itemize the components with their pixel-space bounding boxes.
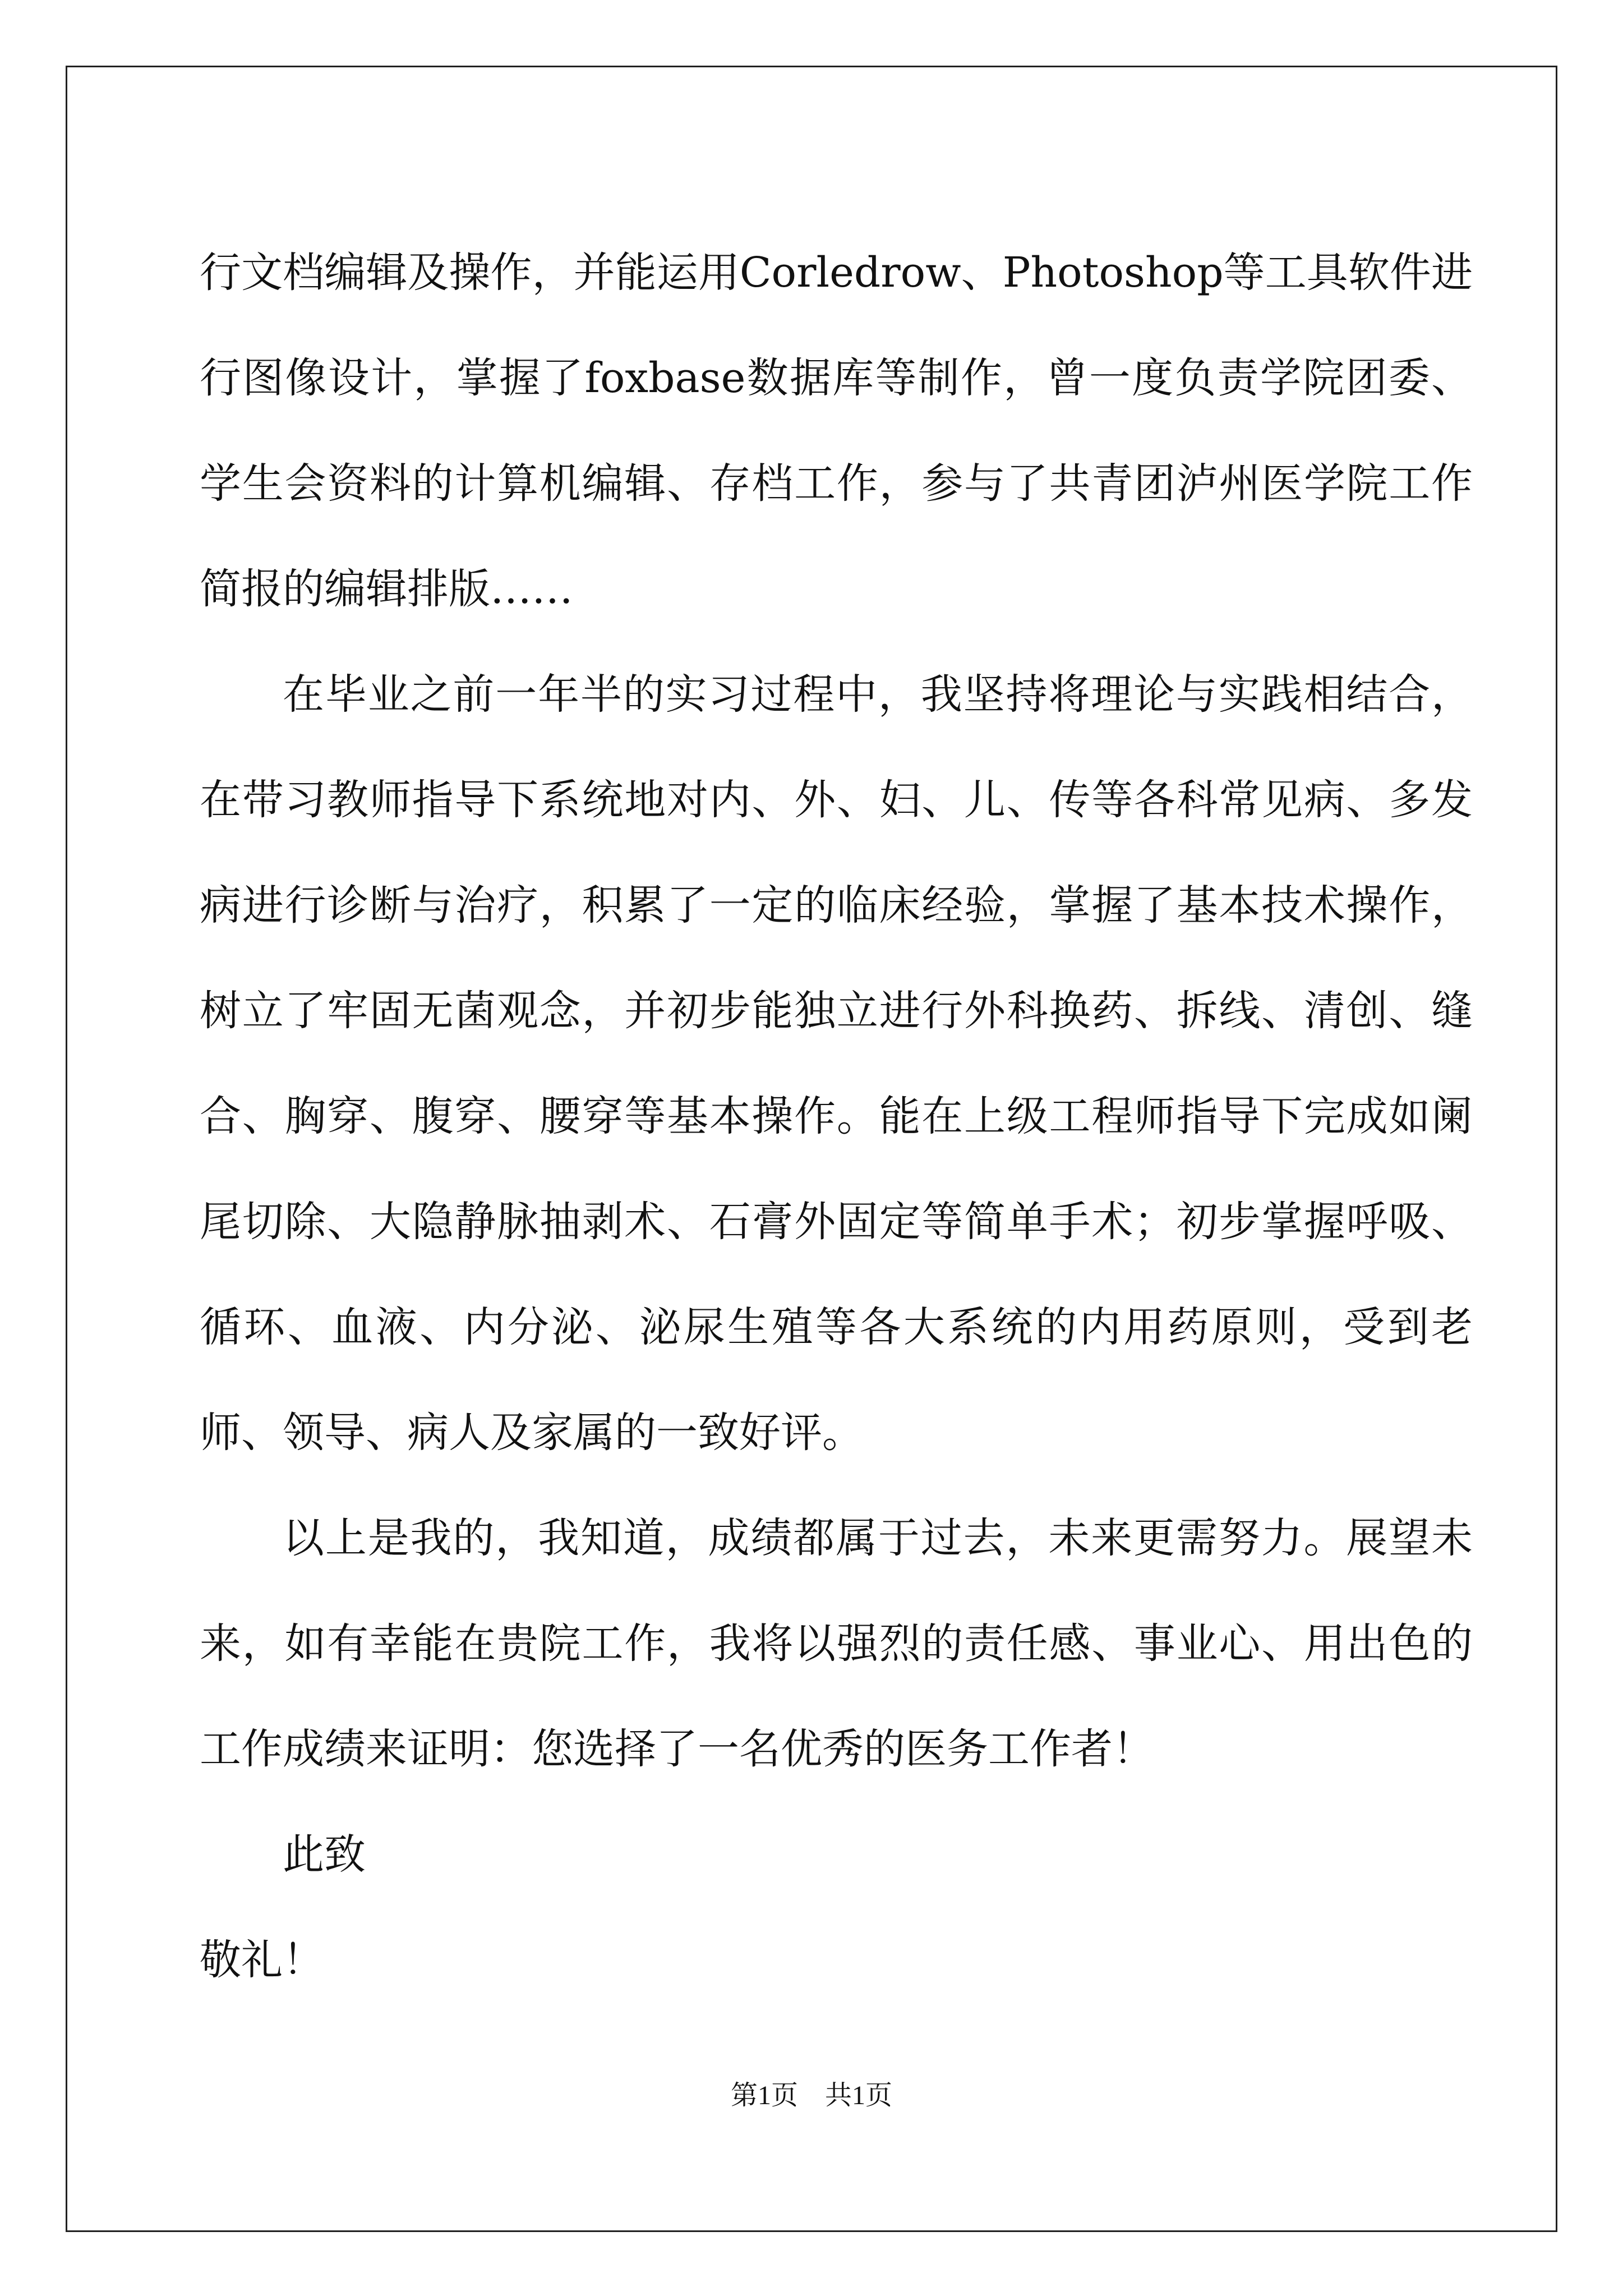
paragraph-conclusion: 以上是我的，我知道，成绩都属于过去，未来更需努力。展望未来，如有幸能在贵院工作，我将以强烈的责任感、事业心、用出色的工作成绩来证明：您选择了一名优秀的医务工作者！ bbox=[200, 1514, 1473, 1773]
page-number-footer: 第1页 共1页 bbox=[730, 2081, 892, 2110]
paragraph-internship: 在毕业之前一年半的实习过程中，我坚持将理论与实践相结合，在带习教师指导下系统地对内、外、妇、儿、传等各科常见病、多发病进行诊断与治疗，积累了一定的临床经验，掌握了基本技术操作，树立了牢固无菌观念，并初步能独立进行外科换药、拆线、清创、缝合、胸穿、腹穿、腰穿等基本操作。能在上级工程师指导下完成如阑尾切除、大隐静脉抽剥术、石膏外固定等简单手术；初步掌握呼吸、循环、血液、内分泌、泌尿生殖等各大系统的内用药原则，受到老师、领导、病人及家属的一致好评。 bbox=[200, 670, 1473, 1457]
document-body bbox=[200, 220, 1473, 2013]
paragraph-skills: 行文档编辑及操作，并能运用Corledrow、Photoshop等工具软件进行图像设计，掌握了foxbase数据库等制作，曾一度负责学院团委、学生会资料的计算机编辑、存档工作，参与了共青团泸州医学院工作简报的编辑排版…… bbox=[200, 249, 1473, 613]
closing-salutation: 此致 bbox=[283, 1830, 366, 1879]
closing-regards: 敬礼！ bbox=[200, 1936, 324, 1984]
